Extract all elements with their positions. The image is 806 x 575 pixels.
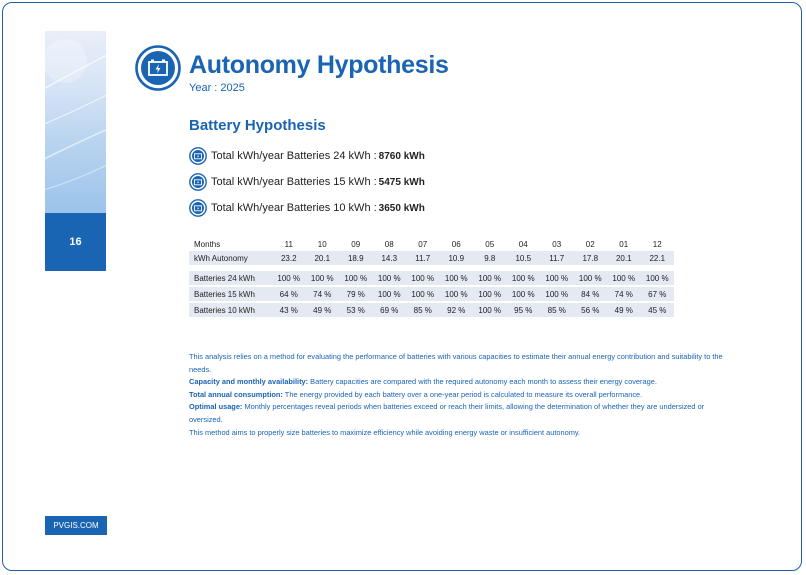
section-title: Battery Hypothesis — [189, 117, 326, 134]
table-cell: 92 % — [440, 302, 474, 317]
table-cell: 85 % — [406, 302, 440, 317]
table-cell: 100 % — [306, 271, 340, 286]
description-point — [189, 401, 729, 426]
table-header-label: Months — [194, 239, 221, 249]
table-cell: 100 % — [406, 271, 440, 286]
total-label: Total kWh/year Batteries 24 kWh : — [211, 150, 377, 162]
year-subtitle: Year : 2025 — [189, 82, 245, 94]
table-cell: 100 % — [473, 302, 507, 317]
table-cell: 100 % — [406, 286, 440, 302]
table-cell: 79 % — [339, 286, 373, 302]
battery-icon — [189, 147, 207, 165]
row-label: Batteries 24 kWh — [189, 271, 272, 286]
description-conclusion: This method aims to properly size batteries to maximize efficiency while avoiding energy waste or insufficient autonomy. — [189, 427, 581, 437]
month-header: 01 — [619, 239, 629, 249]
row-label: kWh Autonomy — [189, 251, 272, 265]
table-cell: 53 % — [339, 302, 373, 317]
description-point — [189, 389, 729, 402]
point-text: Monthly percentages reveal periods when batteries exceed or reach their limits, allowing the determination of whether they are undersized or oversized. — [189, 402, 705, 424]
table-cell: 11.7 — [406, 251, 440, 265]
total-batteries-15-row — [189, 172, 425, 192]
light-streaks-graphic — [45, 31, 106, 214]
total-value: 5475 kWh — [378, 176, 425, 188]
table-cell: 20.1 — [607, 251, 641, 265]
month-header: 08 — [384, 239, 394, 249]
batteries-10-row — [189, 302, 674, 317]
table-cell: 100 % — [473, 286, 507, 302]
methodology-description — [189, 351, 729, 439]
table-cell: 100 % — [440, 286, 474, 302]
table-cell: 64 % — [272, 286, 306, 302]
page-title: Autonomy Hypothesis — [189, 51, 449, 79]
autonomy-table — [189, 237, 674, 317]
total-value: 3650 kWh — [378, 202, 425, 214]
total-label: Total kWh/year Batteries 15 kWh : — [211, 176, 377, 188]
table-cell: 18.9 — [339, 251, 373, 265]
point-title: Optimal usage: — [189, 402, 243, 412]
table-cell: 10.9 — [440, 251, 474, 265]
table-cell: 100 % — [473, 271, 507, 286]
table-cell: 11.7 — [540, 251, 574, 265]
point-text: The energy provided by each battery over a one-year period is calculated to measure its overall performance. — [282, 389, 643, 399]
month-header: 06 — [451, 239, 461, 249]
table-cell: 100 % — [540, 286, 574, 302]
table-cell: 43 % — [272, 302, 306, 317]
table-cell: 100 % — [574, 271, 608, 286]
battery-icon — [189, 199, 207, 217]
point-title: Capacity and monthly availability: — [189, 377, 309, 387]
page-number: 16 — [45, 213, 106, 271]
total-value: 8760 kWh — [378, 150, 425, 162]
month-header: 09 — [351, 239, 361, 249]
month-header: 03 — [552, 239, 562, 249]
table-cell: 67 % — [641, 286, 675, 302]
table-cell: 56 % — [574, 302, 608, 317]
table-cell: 14.3 — [373, 251, 407, 265]
total-batteries-10-row — [189, 198, 425, 218]
table-cell: 100 % — [272, 271, 306, 286]
month-header: 05 — [485, 239, 495, 249]
table-cell: 74 % — [306, 286, 340, 302]
table-cell: 49 % — [306, 302, 340, 317]
table-cell: 45 % — [641, 302, 675, 317]
table-cell: 20.1 — [306, 251, 340, 265]
table-cell: 100 % — [339, 271, 373, 286]
batteries-15-row — [189, 286, 674, 302]
point-title: Total annual consumption: — [189, 389, 283, 399]
table-cell: 100 % — [507, 286, 541, 302]
month-header: 12 — [652, 239, 662, 249]
battery-icon — [135, 45, 181, 91]
description-point — [189, 376, 729, 389]
table-cell: 10.5 — [507, 251, 541, 265]
total-label: Total kWh/year Batteries 10 kWh : — [211, 202, 377, 214]
table-cell: 100 % — [373, 286, 407, 302]
table-cell: 69 % — [373, 302, 407, 317]
table-cell: 74 % — [607, 286, 641, 302]
point-text: Battery capacities are compared with the required autonomy each month to assess their energy coverage. — [308, 377, 657, 387]
total-batteries-24-row — [189, 146, 425, 166]
table-cell: 85 % — [540, 302, 574, 317]
table-cell: 100 % — [641, 271, 675, 286]
month-header: 07 — [418, 239, 428, 249]
table-cell: 22.1 — [641, 251, 675, 265]
table-cell: 100 % — [540, 271, 574, 286]
table-cell: 84 % — [574, 286, 608, 302]
decorative-side-band — [45, 31, 106, 214]
table-cell: 9.8 — [473, 251, 507, 265]
table-cell: 95 % — [507, 302, 541, 317]
table-cell: 100 % — [373, 271, 407, 286]
table-cell: 100 % — [440, 271, 474, 286]
row-label: Batteries 15 kWh — [189, 286, 272, 302]
table-cell: 100 % — [607, 271, 641, 286]
autonomy-row — [189, 251, 674, 265]
battery-icon — [189, 173, 207, 191]
table-cell: 23.2 — [272, 251, 306, 265]
month-header: 02 — [585, 239, 595, 249]
footer-website-label: PVGIS.COM — [45, 516, 107, 535]
month-header: 11 — [284, 239, 293, 249]
table-header-row — [189, 237, 674, 251]
row-label: Batteries 10 kWh — [189, 302, 272, 317]
table-cell: 100 % — [507, 271, 541, 286]
batteries-24-row — [189, 271, 674, 286]
month-header: 10 — [317, 239, 327, 249]
month-header: 04 — [518, 239, 528, 249]
table-cell: 17.8 — [574, 251, 608, 265]
description-intro: This analysis relies on a method for evaluating the performance of batteries with various capacities to estimate their annual energy contribution and suitability to the needs. — [189, 352, 723, 374]
table-cell: 49 % — [607, 302, 641, 317]
